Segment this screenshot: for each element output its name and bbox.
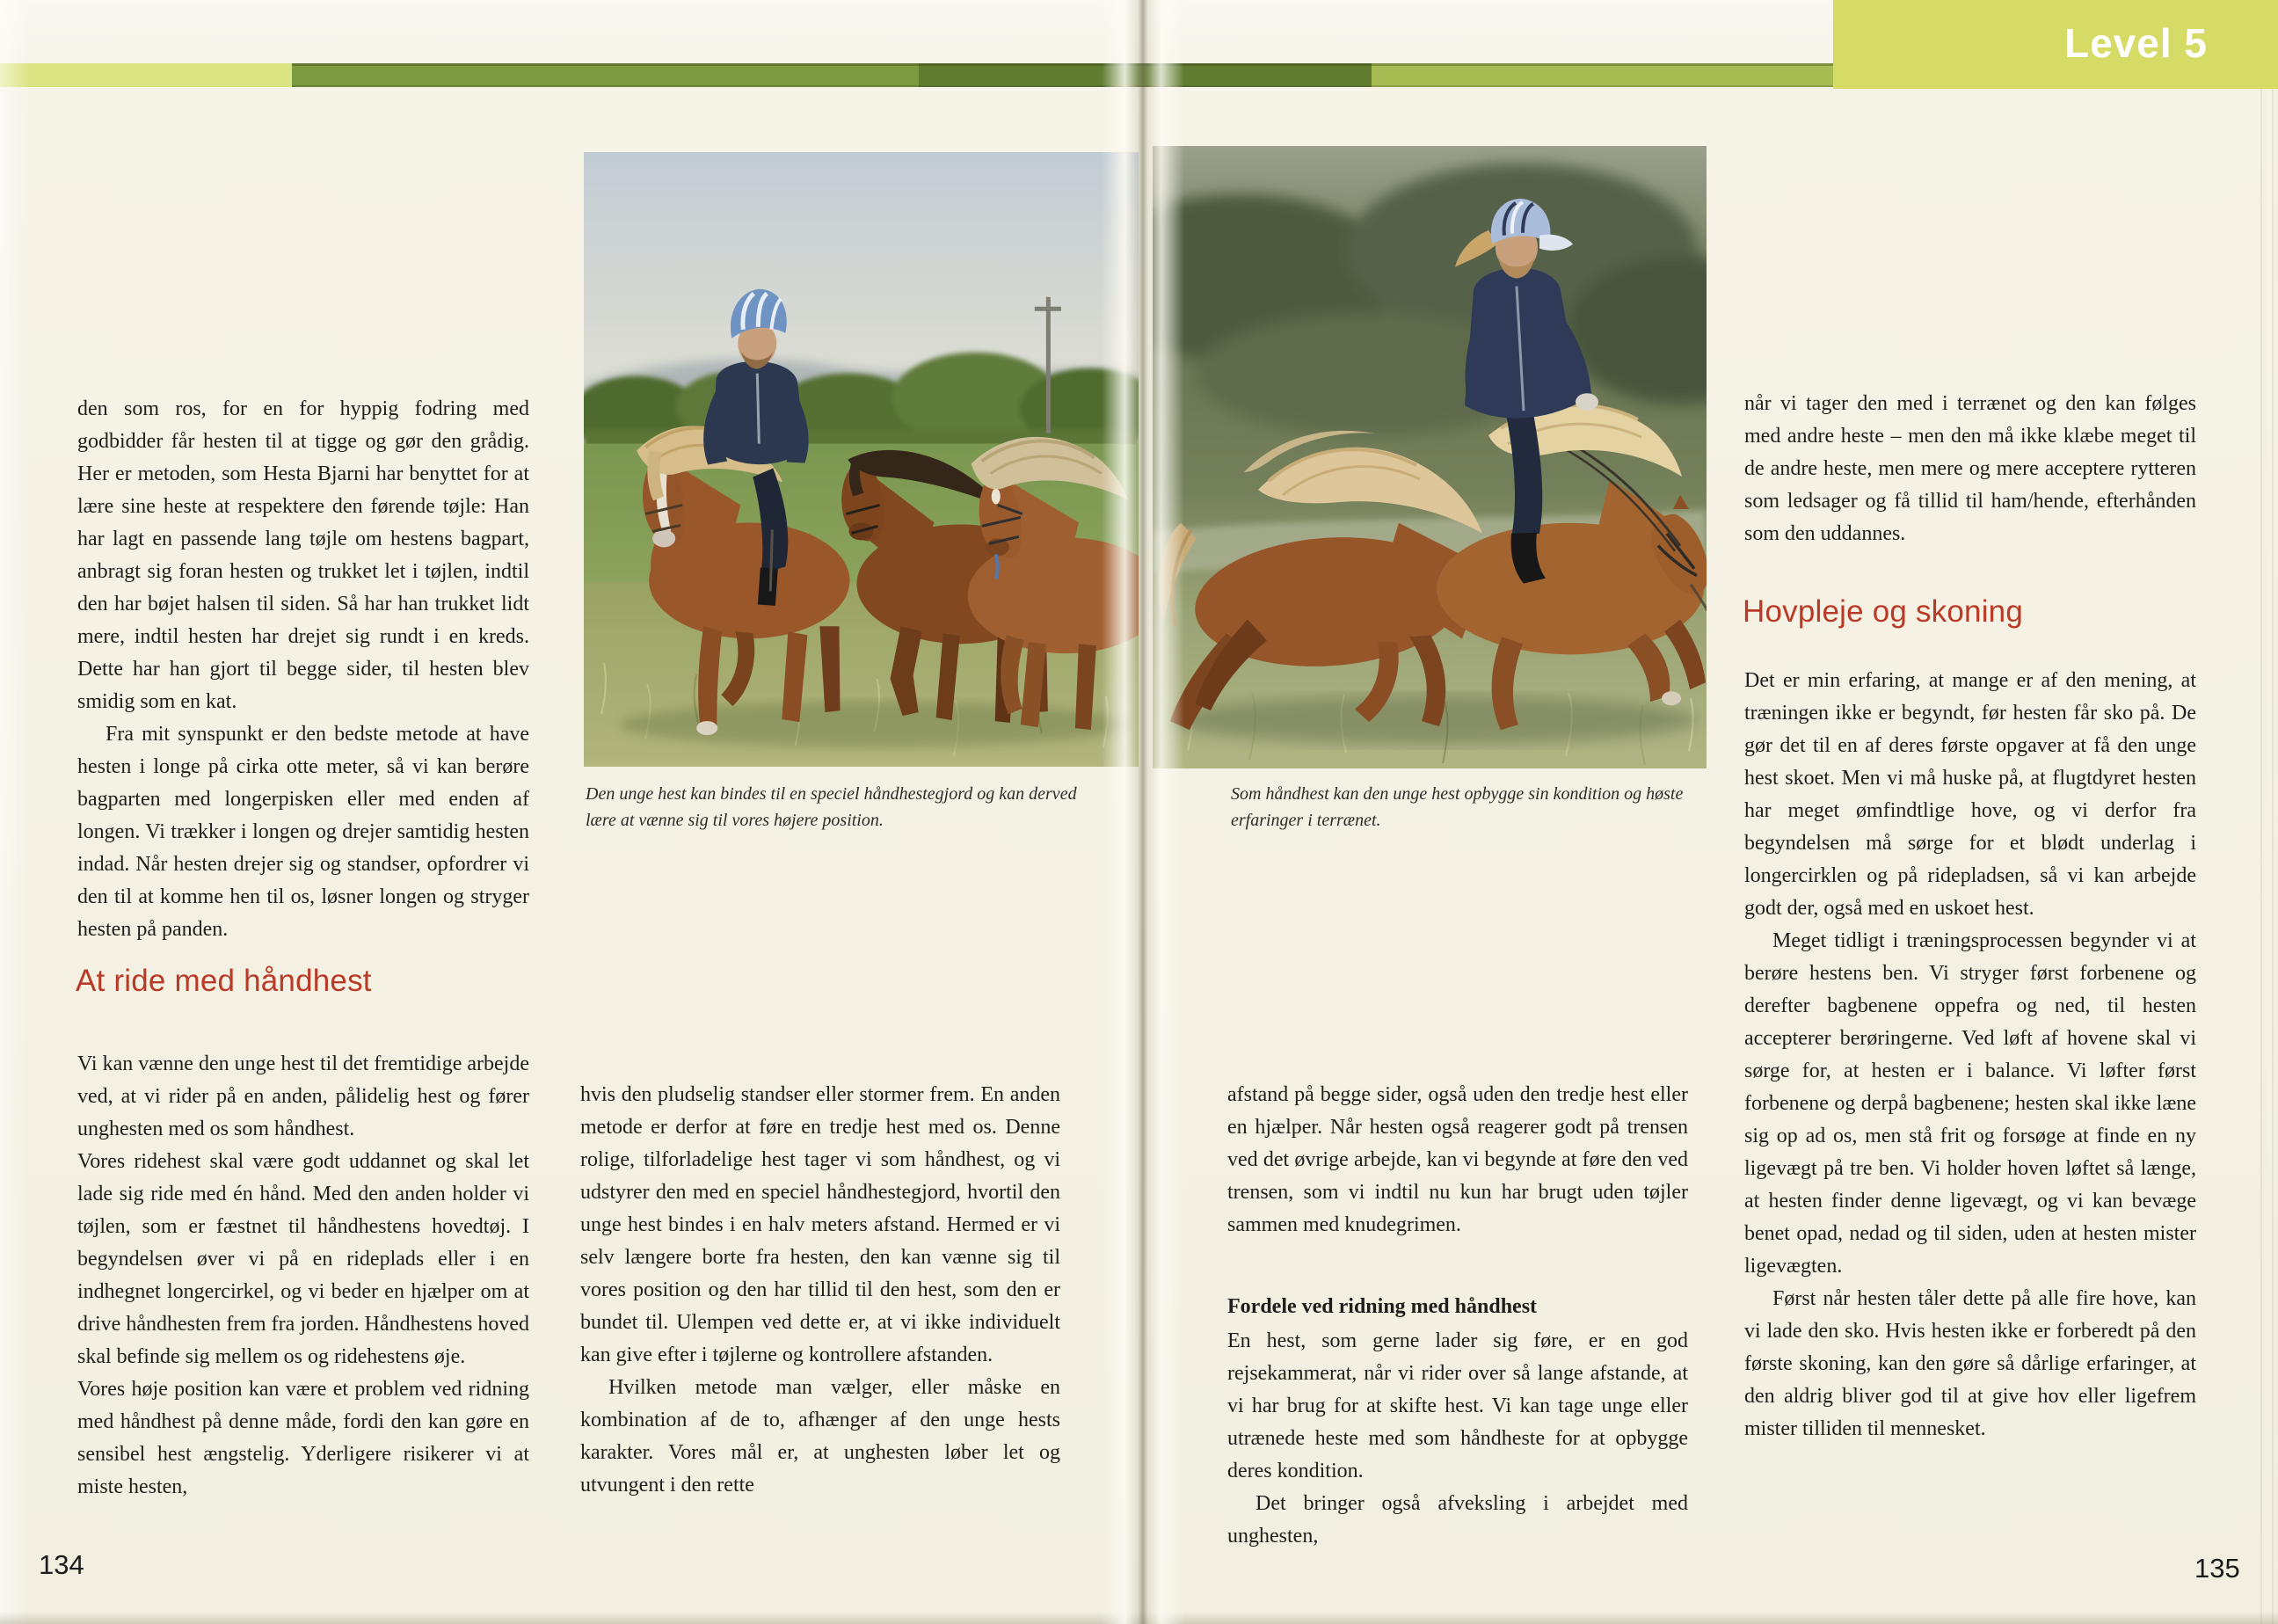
paragraph: afstand på begge sider, også uden den tredje hest eller en hjælper. Når hesten også reagerer godt på trensen ved det øvrige arbejde, kan vi begynde at føre den ved trensen, som vi indtil nu kun har brugt uden tøjler sammen med knudegrimen.: [1227, 1083, 1688, 1236]
column-135-right-bottom: [1744, 665, 2196, 1446]
section-heading-hoof-care: Hovpleje og skoning: [1743, 594, 2024, 629]
photo-caption-right: Som håndhest kan den unge hest opbygge sin kondition og høste erfaringer i terrænet.: [1231, 784, 1684, 830]
column-134-left-bottom: [77, 1048, 529, 1504]
band-segment-soft-olive: [1372, 63, 1833, 87]
hand-horse-photo-illustration: [584, 152, 1139, 767]
paragraph: Først når hesten tåler dette på alle fire hove, kan vi lade den sko. Hvis hesten ikke er forberedt på den første skoning, kan den gøre så dårlige erfaringer, at den aldrig bliver god til at give hov eller ligefrem mister tilliden til mennesket.: [1744, 1287, 2196, 1440]
section-heading-riding-with-hand-horse: At ride med håndhest: [76, 964, 372, 998]
page-edge-bottom: [0, 1612, 2278, 1624]
paragraph: når vi tager den med i terrænet og den kan følges med andre heste – men den må ikke klæbe meget til de andre heste, men mere og mere acceptere rytteren som ledsager og få tillid til ham/hende, efterhånden som den uddannes.: [1744, 392, 2196, 545]
paragraph: Vi kan vænne den unge hest til det fremtidige arbejde ved, at vi rider på en anden, pålidelig hest og fører unghesten med os som håndhest.: [77, 1052, 529, 1140]
photo-hand-horse-gallop: [1153, 146, 1707, 768]
paragraph: hvis den pludselig standser eller stormer frem. En anden metode er derfor at føre en tredje hest med os. Denne rolige, tilforladelige hest tager vi som håndhest, og vi udstyrer den med en speciel håndhestegjord, hvortil den unge hest bindes i en halv meters afstand. Hermed er vi selv længere borte fra hesten, den kan vænne sig til vores position og den har tillid til den hest, som den er bundet til. Ulempen ved dette er, at vi ikke individuelt kan give efter i tøjlerne og kontrollere afstanden.: [580, 1083, 1060, 1366]
page-edge-right: [2255, 89, 2278, 1624]
horses-shadow: [619, 702, 1130, 747]
paragraph: den som ros, for en for hyppig fodring med godbidder får hesten til at tigge og gør den grådig. Her er metoden, som Hesta Bjarni har benyttet for at lære sine heste at respektere den førende tøjle: Han har lagt en passende lang tøjle om hestens bagpart, anbragt sig foran hesten og trukket let i tøjlen, indtil den har bøjet halsen til siden. Så har han trukket lidt mere, indtil hesten har drejet sig rundt i en kreds. Dette har han gjort til begge sider, til hesten blev smidig som en kat.: [77, 397, 529, 713]
page-number-134: 134: [39, 1549, 84, 1580]
gallop-photo-illustration: [1153, 146, 1707, 768]
paragraph: Det er min erfaring, at mange er af den mening, at træningen ikke er begyndt, før hesten får sko på. De gør det til en af deres første opgaver at få den unge hest skoet. Men vi må huske på, at flugtdyret hesten har meget ømfindtlige hove, og vi derfor fra begyndelsen må sørge for et blødt underlag i longercirklen og på ridepladsen, så vi kan arbejde godt der, også med en uskoet hest.: [1744, 669, 2196, 920]
subheading-advantages: Fordele ved ridning med håndhest: [1227, 1295, 1538, 1318]
paragraph: Fra mit synspunkt er den bedste metode at have hesten i longe på cirka otte meter, så vi kan berøre bagparten med longerpisken eller med enden af longen. Vi trækker i longen og drejer samtidig hesten indad. Når hesten drejer sig og standser, opfordrer vi den til at komme hen til os, løsner longen og stryger hesten på panden.: [77, 723, 529, 941]
photo-hand-horses-walking: [584, 152, 1139, 767]
level-corner-tab: [1833, 0, 2278, 89]
column-134-left-top: [77, 393, 529, 946]
paragraph: En hest, som gerne lader sig føre, er en god rejsekammerat, når vi rider over så lange afstande, at vi har brug for at skifte hest. Vi kan tage unge eller utrænede heste med som håndheste for at opbygge deres kondition.: [1227, 1329, 1688, 1482]
column-135-left: [1227, 1079, 1688, 1553]
band-segment-olive: [292, 63, 919, 87]
paragraph: Hvilken metode man vælger, eller måske en kombination af de to, afhænger af den unge hests karakter. Vores mål er, at unghesten løber let og utvungent i den rette: [580, 1376, 1060, 1497]
column-135-right-top: [1744, 388, 2196, 550]
paragraph: Vores høje position kan være et problem ved ridning med håndhest på denne måde, fordi den kan gøre en sensibel hest ængstelig. Yderligere risikerer vi at miste hesten,: [77, 1378, 529, 1498]
page-number-135: 135: [2194, 1553, 2240, 1584]
band-segment-light: [0, 63, 292, 87]
paragraph: Meget tidligt i træningsprocessen begynder vi at berøre hestens ben. Vi stryger først forbenene og derefter bagbenene oppefra og ned, til hesten accepterer berøringerne. Ved løft af hovene skal vi sørge for, at hesten er i balance. Vi løfter først forbenene og derpå bagbenene; hesten skal ikke læne sig op ad os, men stå frit og forsøge at finde en ny ligevægt på tre ben. Vi holder hoven løftet så længe, at hesten finder denne ligevægt, og vi kan bevæge benet opad, nedad og til siden, uden at hesten mister ligevægten.: [1744, 929, 2196, 1278]
blurred-trees: [1153, 164, 1707, 435]
paragraph: Det bringer også afveksling i arbejdet med unghesten,: [1227, 1492, 1688, 1548]
page-edge-left: [0, 0, 30, 1624]
paragraph: Vores ridehest skal være godt uddannet og skal let lade sig ride med én hånd. Med den anden holder vi tøjlen, som er fæstnet til håndhestens hovedtøj. I begyndelsen øver vi på en rideplads eller i en indhegnet longercirkel, og vi beder en hjælper om at drive håndhesten frem fra jorden. Håndhestens hoved skal befinde sig mellem os og ridehestens øje.: [77, 1150, 529, 1368]
column-134-right: [580, 1079, 1060, 1502]
photo-caption-left: Den unge hest kan bindes til en speciel håndhestegjord og kan derved lære at vænne sig til vores højere position.: [586, 784, 1077, 830]
band-segment-dark-olive: [919, 63, 1372, 87]
level-label: Level 5: [2064, 20, 2208, 66]
